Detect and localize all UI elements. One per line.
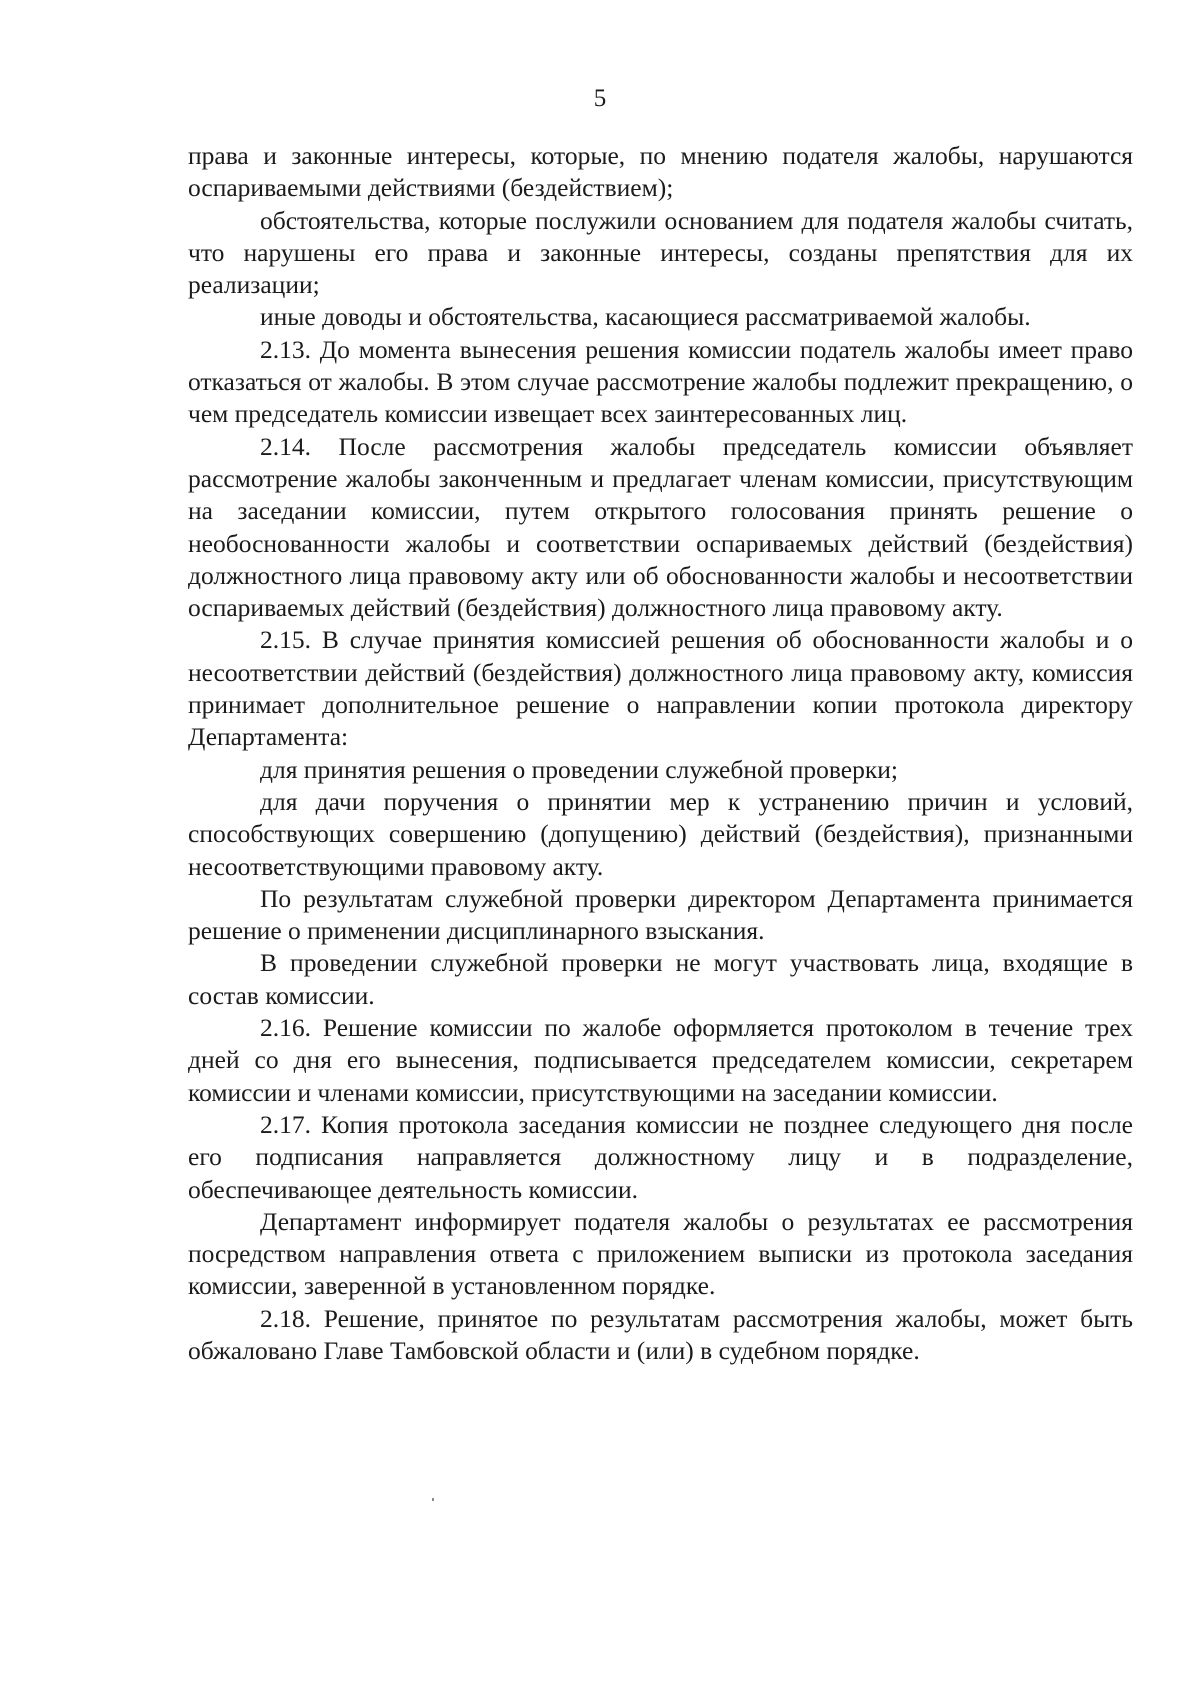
paragraph-remedial-measures: для дачи поручения о принятии мер к устранению причин и условий, способствующих совершению (допущению) действий (бездействия), признанными несоответствующими правовому акту. xyxy=(188,786,1133,881)
paragraph-2-14: 2.14. После рассмотрения жалобы председатель комиссии объявляет рассмотрение жалобы законченным и предлагает членам комиссии, присутствующим на заседании комиссии, путем открытого голосования принять решение о необоснованности жалобы и соответствии оспариваемых действий (бездействия) должностного лица правовому акту или об обоснованности жалобы и несоответствии оспариваемых действий (бездействия) должностного лица правовому акту. xyxy=(188,431,1133,623)
paragraph-2-13: 2.13. До момента вынесения решения комиссии податель жалобы имеет право отказаться от жалобы. В этом случае рассмотрение жалобы подлежит прекращению, о чем председатель комиссии извещает всех заинтересованных лиц. xyxy=(188,334,1133,429)
paragraph-2-18: 2.18. Решение, принятое по результатам рассмотрения жалобы, может быть обжаловано Главе Тамбовской области и (или) в судебном порядке. xyxy=(188,1303,1133,1365)
paragraph-circumstances: обстоятельства, которые послужили основанием для подателя жалобы считать, что нарушены его права и законные интересы, созданы препятствия для их реализации; xyxy=(188,205,1133,300)
paragraph-2-15: 2.15. В случае принятия комиссией решения об обоснованности жалобы и о несоответствии действий (бездействия) должностного лица правовому акту, комиссия принимает дополнительное решение о направлении копии протокола директору Департамента: xyxy=(188,625,1133,752)
document-body xyxy=(188,140,1133,1367)
paragraph-other-arguments: иные доводы и обстоятельства, касающиеся рассматриваемой жалобы. xyxy=(260,302,1031,332)
paragraph-official-inspection: для принятия решения о проведении служебной проверки; xyxy=(260,754,898,784)
paragraph-rights-interests: права и законные интересы, которые, по мнению подателя жалобы, нарушаются оспариваемыми действиями (бездействием); xyxy=(188,141,1133,203)
paragraph-disciplinary-action: По результатам служебной проверки директором Департамента принимается решение о применении дисциплинарного взыскания. xyxy=(188,883,1133,946)
paragraph-inspection-participants: В проведении служебной проверки не могут участвовать лица, входящие в состав комиссии. xyxy=(188,948,1133,1010)
paragraph-department-informs: Департамент информирует подателя жалобы о результатах ее рассмотрения посредством направления ответа с приложением выписки из протокола заседания комиссии, заверенной в установленном порядке. xyxy=(188,1206,1133,1301)
paragraph-2-16: 2.16. Решение комиссии по жалобе оформляется протоколом в течение трех дней со дня его вынесения, подписывается председателем комиссии, секретарем комиссии и членами комиссии, присутствующими на заседании комиссии. xyxy=(188,1013,1133,1107)
scan-speck xyxy=(432,1498,434,1501)
page-number: 5 xyxy=(593,85,607,112)
paragraph-2-17: 2.17. Копия протокола заседания комиссии не позднее следующего дня после его подписания направляется должностному лицу и в подразделение, обеспечивающее деятельность комиссии. xyxy=(188,1109,1133,1204)
